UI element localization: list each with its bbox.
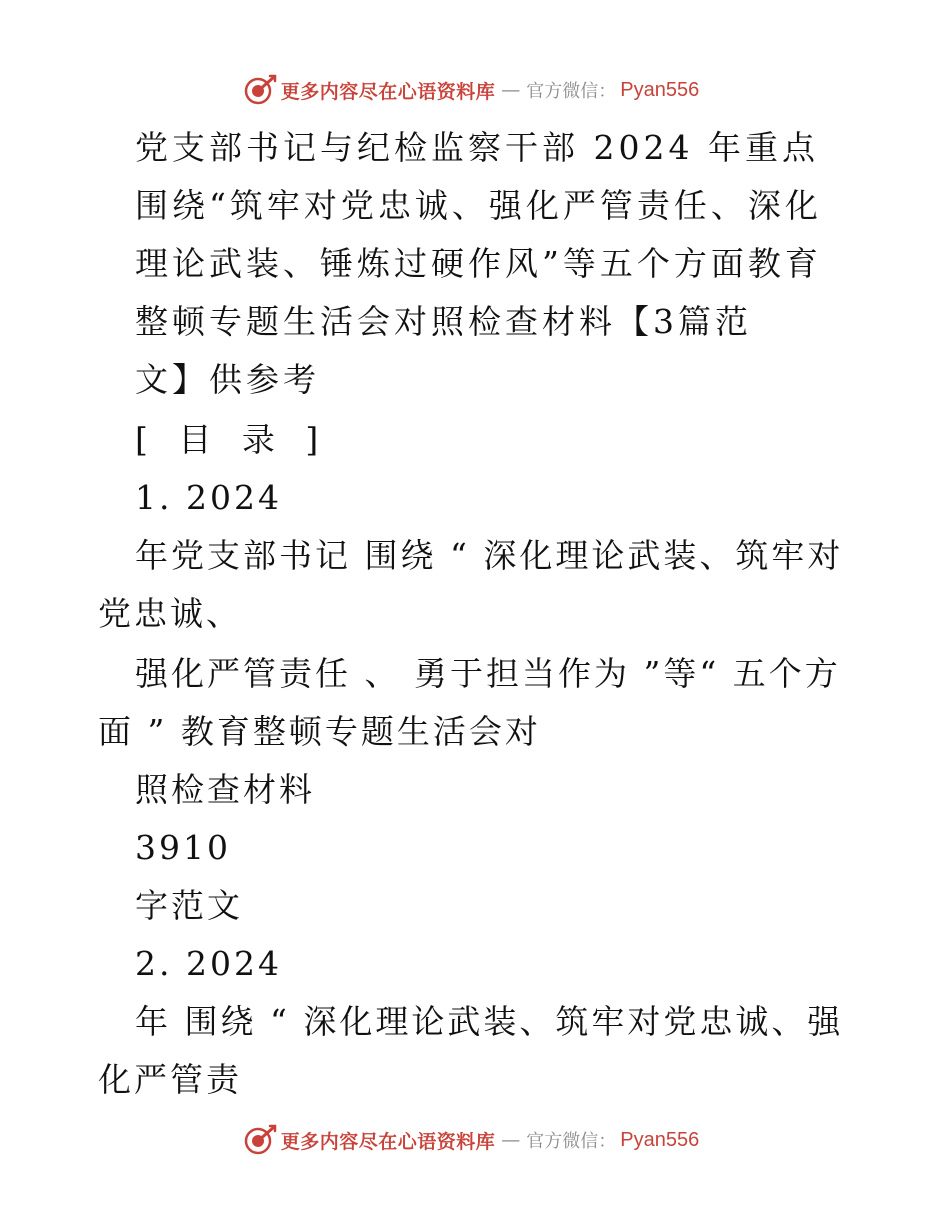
toc-line-1: 1. 2024 <box>135 478 282 517</box>
title-line-1: 党支部书记与纪检监察干部 2024 年重点 <box>135 128 819 167</box>
banner-wechat-id: Pyan556 <box>620 1128 700 1151</box>
brand-logo-icon <box>243 1123 277 1157</box>
toc-line-11: 化严管责 <box>98 1060 242 1099</box>
banner-wechat-label: 官方微信： <box>526 81 617 102</box>
toc-line-4: 强化严管责任 、 勇于担当作为 ”等“ 五个方 <box>135 654 841 693</box>
banner-wechat-id: Pyan556 <box>620 78 700 101</box>
toc-line-10: 年 围绕 “ 深化理论武装、筑牢对党忠诚、强 <box>135 1002 844 1041</box>
banner-wechat-label: 官方微信： <box>526 1131 617 1152</box>
banner-brand-text: 更多内容尽在心语资料库 <box>280 80 496 103</box>
toc-line-3: 党忠诚、 <box>98 594 242 633</box>
toc-line-8: 字范文 <box>135 886 243 925</box>
title-line-2: 围绕“筑牢对党忠诚、强化严管责任、深化 <box>135 186 822 225</box>
banner-dash: — <box>501 1129 521 1151</box>
toc-line-7: 3910 <box>135 828 231 867</box>
title-line-5: 文】供参考 <box>135 360 320 399</box>
toc-line-2: 年党支部书记 围绕 “ 深化理论武装、筑牢对 <box>135 536 844 575</box>
banner-dash: — <box>501 79 521 101</box>
title-line-4: 整顿专题生活会对照检查材料【3篇范 <box>135 302 752 341</box>
title-line-3: 理论武装、锤炼过硬作风”等五个方面教育 <box>135 244 822 283</box>
toc-line-6: 照检查材料 <box>135 770 315 809</box>
banner-brand-text: 更多内容尽在心语资料库 <box>280 1130 496 1153</box>
toc-line-9: 2. 2024 <box>135 944 282 983</box>
toc-heading: [ 目 录 ] <box>135 420 329 459</box>
toc-line-5: 面 ” 教育整顿专题生活会对 <box>98 712 541 751</box>
footer-banner <box>0 1122 950 1158</box>
